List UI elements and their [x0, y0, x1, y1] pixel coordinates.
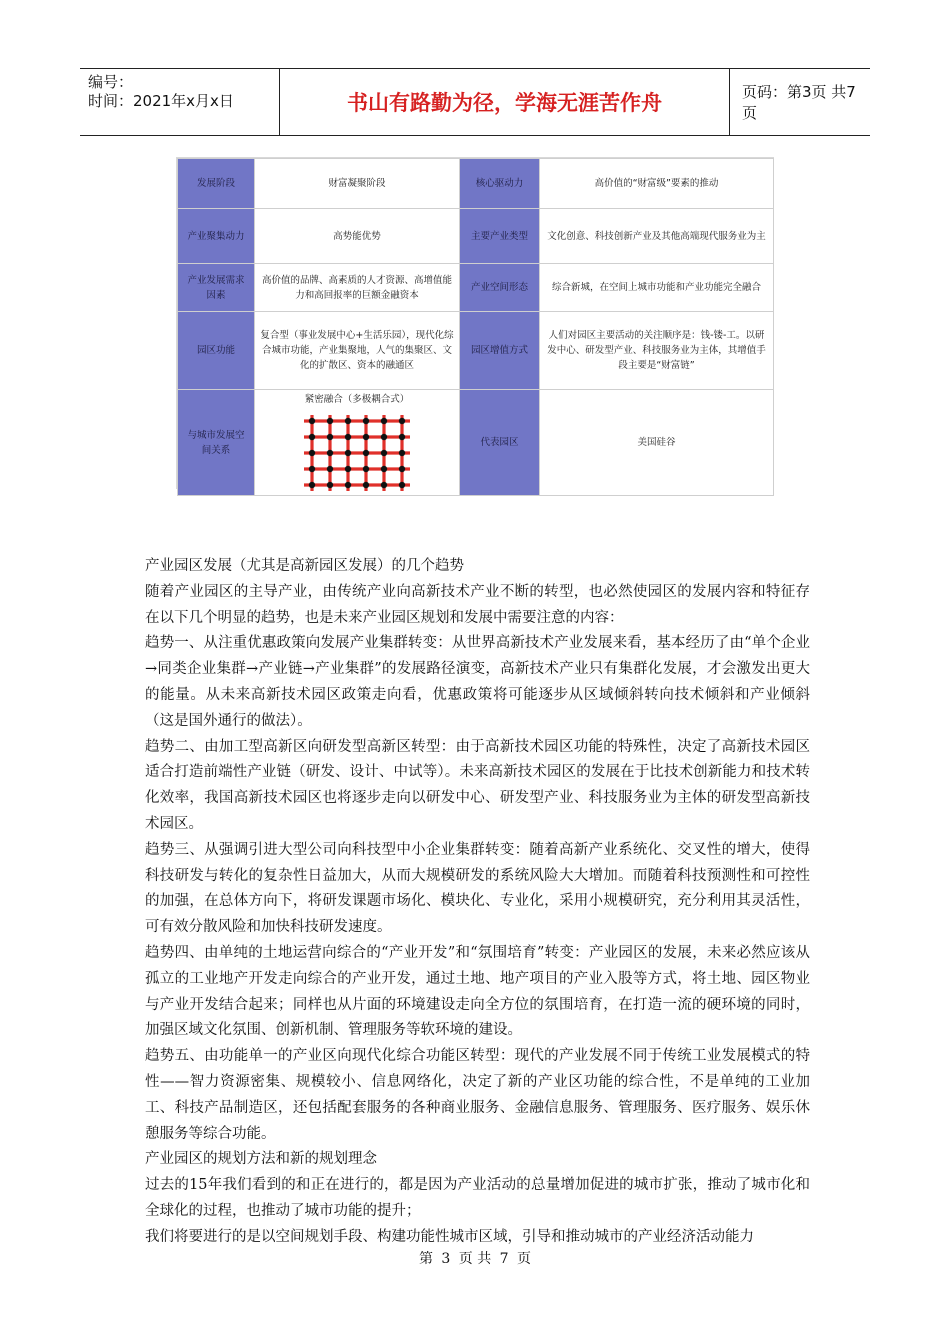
- coupled-grid-icon: [302, 413, 412, 493]
- grid-node: [381, 418, 387, 424]
- paragraph: 过去的15年我们看到的和正在进行的，都是因为产业活动的总量增加促进的城市扩张，推动了城市化和全球化的过程，也推动了城市功能的提升；: [145, 1177, 810, 1219]
- paragraph: 随着产业园区的主导产业，由传统产业向高新技术产业不断的转型，也必然使园区的发展内容和特征存在以下几个明显的趋势，也是未来产业园区规划和发展中需要注意的内容：: [145, 583, 810, 626]
- grid-node: [363, 466, 369, 472]
- footer-text: 页 共: [458, 1251, 492, 1267]
- grid-node: [363, 450, 369, 456]
- grid-node: [327, 434, 333, 440]
- grid-node: [345, 434, 351, 440]
- footer-text: 第: [418, 1251, 433, 1267]
- section-heading: 产业园区发展（尤其是高新园区发展）的几个趋势: [145, 558, 464, 574]
- table-row: [178, 390, 774, 496]
- table-label: 代表园区: [460, 390, 540, 496]
- header-page-label: 页码：第3页 共7页: [742, 83, 856, 122]
- grid-node: [309, 418, 315, 424]
- grid-node: [381, 450, 387, 456]
- grid-node: [309, 466, 315, 472]
- grid-node: [327, 418, 333, 424]
- table-label: 核心驱动力: [460, 159, 540, 209]
- grid-node: [345, 418, 351, 424]
- time-label: 时间：2021年x月x日: [88, 92, 234, 110]
- grid-node: [363, 418, 369, 424]
- footer-total-pages: 7: [499, 1251, 509, 1267]
- document-body: [145, 554, 810, 1251]
- paragraph: 趋势三、从强调引进大型公司向科技型中小企业集群转变：随着高新产业系统化、交叉性的增大，使得科技研发与转化的复杂性日益加大，从而大规模研发的系统风险大大增加。而随着科技预测性和可控性的加强，在总体方向下，将研发课题市场化、模块化、专业化，采用小规模研究，充分利用其灵活性，可有效分散风险和加快科技研发速度。: [145, 841, 810, 936]
- grid-node: [399, 418, 405, 424]
- table-label: 产业发展需求因素: [178, 264, 255, 312]
- grid-node: [345, 482, 351, 488]
- table-value: 综合新城，在空间上城市功能和产业功能完全融合: [540, 264, 774, 312]
- grid-node: [309, 482, 315, 488]
- grid-node: [309, 450, 315, 456]
- grid-node: [363, 482, 369, 488]
- footer-current-page: 3: [441, 1251, 451, 1267]
- grid-node: [381, 466, 387, 472]
- park-stage-table: [177, 158, 774, 496]
- grid-node: [309, 434, 315, 440]
- table-label: 产业聚集动力: [178, 209, 255, 264]
- grid-node: [345, 450, 351, 456]
- table-value: 美国硅谷: [540, 390, 774, 496]
- footer-text: 页: [517, 1251, 532, 1267]
- table-label: 发展阶段: [178, 159, 255, 209]
- table-row: [178, 264, 774, 312]
- grid-node: [345, 466, 351, 472]
- table-value: 人们对园区主要活动的关注顺序是：钱-镂-工。以研发中心、研发型产业、科技服务业为主体，其增值手段主要是“财富链”: [540, 312, 774, 390]
- grid-node: [399, 434, 405, 440]
- park-stage-table-figure: [176, 157, 774, 489]
- grid-node: [399, 482, 405, 488]
- table-value: 高势能优势: [255, 209, 460, 264]
- paragraph: 趋势一、从注重优惠政策向发展产业集群转变：从世界高新技术产业发展来看，基本经历了由“单个企业→同类企业集群→产业链→产业集群”的发展路径演变，高新技术产业只有集群化发展，才会激发出更大的能量。从未来高新技术园区政策走向看，优惠政策将可能逐步从区域倾斜转向技术倾斜和产业倾斜（这是国外通行的做法）。: [145, 635, 810, 729]
- grid-node: [327, 466, 333, 472]
- table-value: 财富凝聚阶段: [255, 159, 460, 209]
- section-heading: 产业园区的规划方法和新的规划理念: [145, 1151, 377, 1168]
- header-meta: [80, 69, 280, 135]
- page-footer: [0, 1248, 950, 1268]
- number-label: 编号：: [88, 73, 134, 91]
- grid-node: [399, 450, 405, 456]
- grid-node: [399, 466, 405, 472]
- paragraph: 趋势四、由单纯的土地运营向综合的“产业开发”和“氛围培育”转变：产业园区的发展，未来必然应该从孤立的工业地产开发走向综合的产业开发，通过土地、地产项目的产业入股等方式，将土地、园区物业与产业开发结合起来；同样也从片面的环境建设走向全方位的氛围培育，在打造一流的硬环境的同时，加强区域文化氛围、创新机制、管理服务等软环境的建设。: [145, 944, 810, 1039]
- table-row: [178, 209, 774, 264]
- table-value: 文化创意、科技创新产业及其他高端现代服务业为主: [540, 209, 774, 264]
- grid-node: [381, 434, 387, 440]
- table-label: 园区增值方式: [460, 312, 540, 390]
- grid-node: [327, 450, 333, 456]
- table-value: 高价值的品牌、高素质的人才资源、高增值能力和高回报率的巨额金融资本: [255, 264, 460, 312]
- table-row: [178, 159, 774, 209]
- paragraph: 我们将要进行的是以空间规划手段、构建功能性城市区域，引导和推动城市的产业经济活动能力: [145, 1228, 754, 1245]
- table-label: 园区功能: [178, 312, 255, 390]
- header-motto: 书山有路勤为径，学海无涯苦作舟: [280, 69, 730, 135]
- table-row: [178, 312, 774, 390]
- paragraph: 趋势二、由加工型高新区向研发型高新区转型：由于高新技术园区功能的特殊性，决定了高新技术园区适合打造前端性产业链（研发、设计、中试等）。未来高新技术园区的发展在于比技术创新能力和技术转化效率，我国高新技术园区也将逐步走向以研发中心、研发型产业、科技服务业为主体的研发型高新技术园区。: [145, 738, 810, 832]
- paragraph: 趋势五、由功能单一的产业区向现代化综合功能区转型：现代的产业发展不同于传统工业发展模式的特性——智力资源密集、规模较小、信息网络化，决定了新的产业区功能的综合性，不是单纯的工业加工、科技产品制造区，还包括配套服务的各种商业服务、金融信息服务、管理服务、医疗服务、娱乐休憩服务等综合功能。: [145, 1048, 810, 1142]
- table-value-grid: [255, 390, 460, 496]
- table-value: 复合型（事业发展中心+生活乐园），现代化综合城市功能，产业集聚地，人气的集聚区、文化的扩散区、资本的融通区: [255, 312, 460, 390]
- table-label: 产业空间形态: [460, 264, 540, 312]
- grid-node: [381, 482, 387, 488]
- grid-node: [363, 434, 369, 440]
- grid-diagram-title: 紧密融合（多极耦合式）: [304, 394, 410, 405]
- page-header: [80, 68, 870, 136]
- table-value: 高价值的“财富级”要素的推动: [540, 159, 774, 209]
- table-label: 与城市发展空间关系: [178, 390, 255, 496]
- grid-node: [327, 482, 333, 488]
- table-label: 主要产业类型: [460, 209, 540, 264]
